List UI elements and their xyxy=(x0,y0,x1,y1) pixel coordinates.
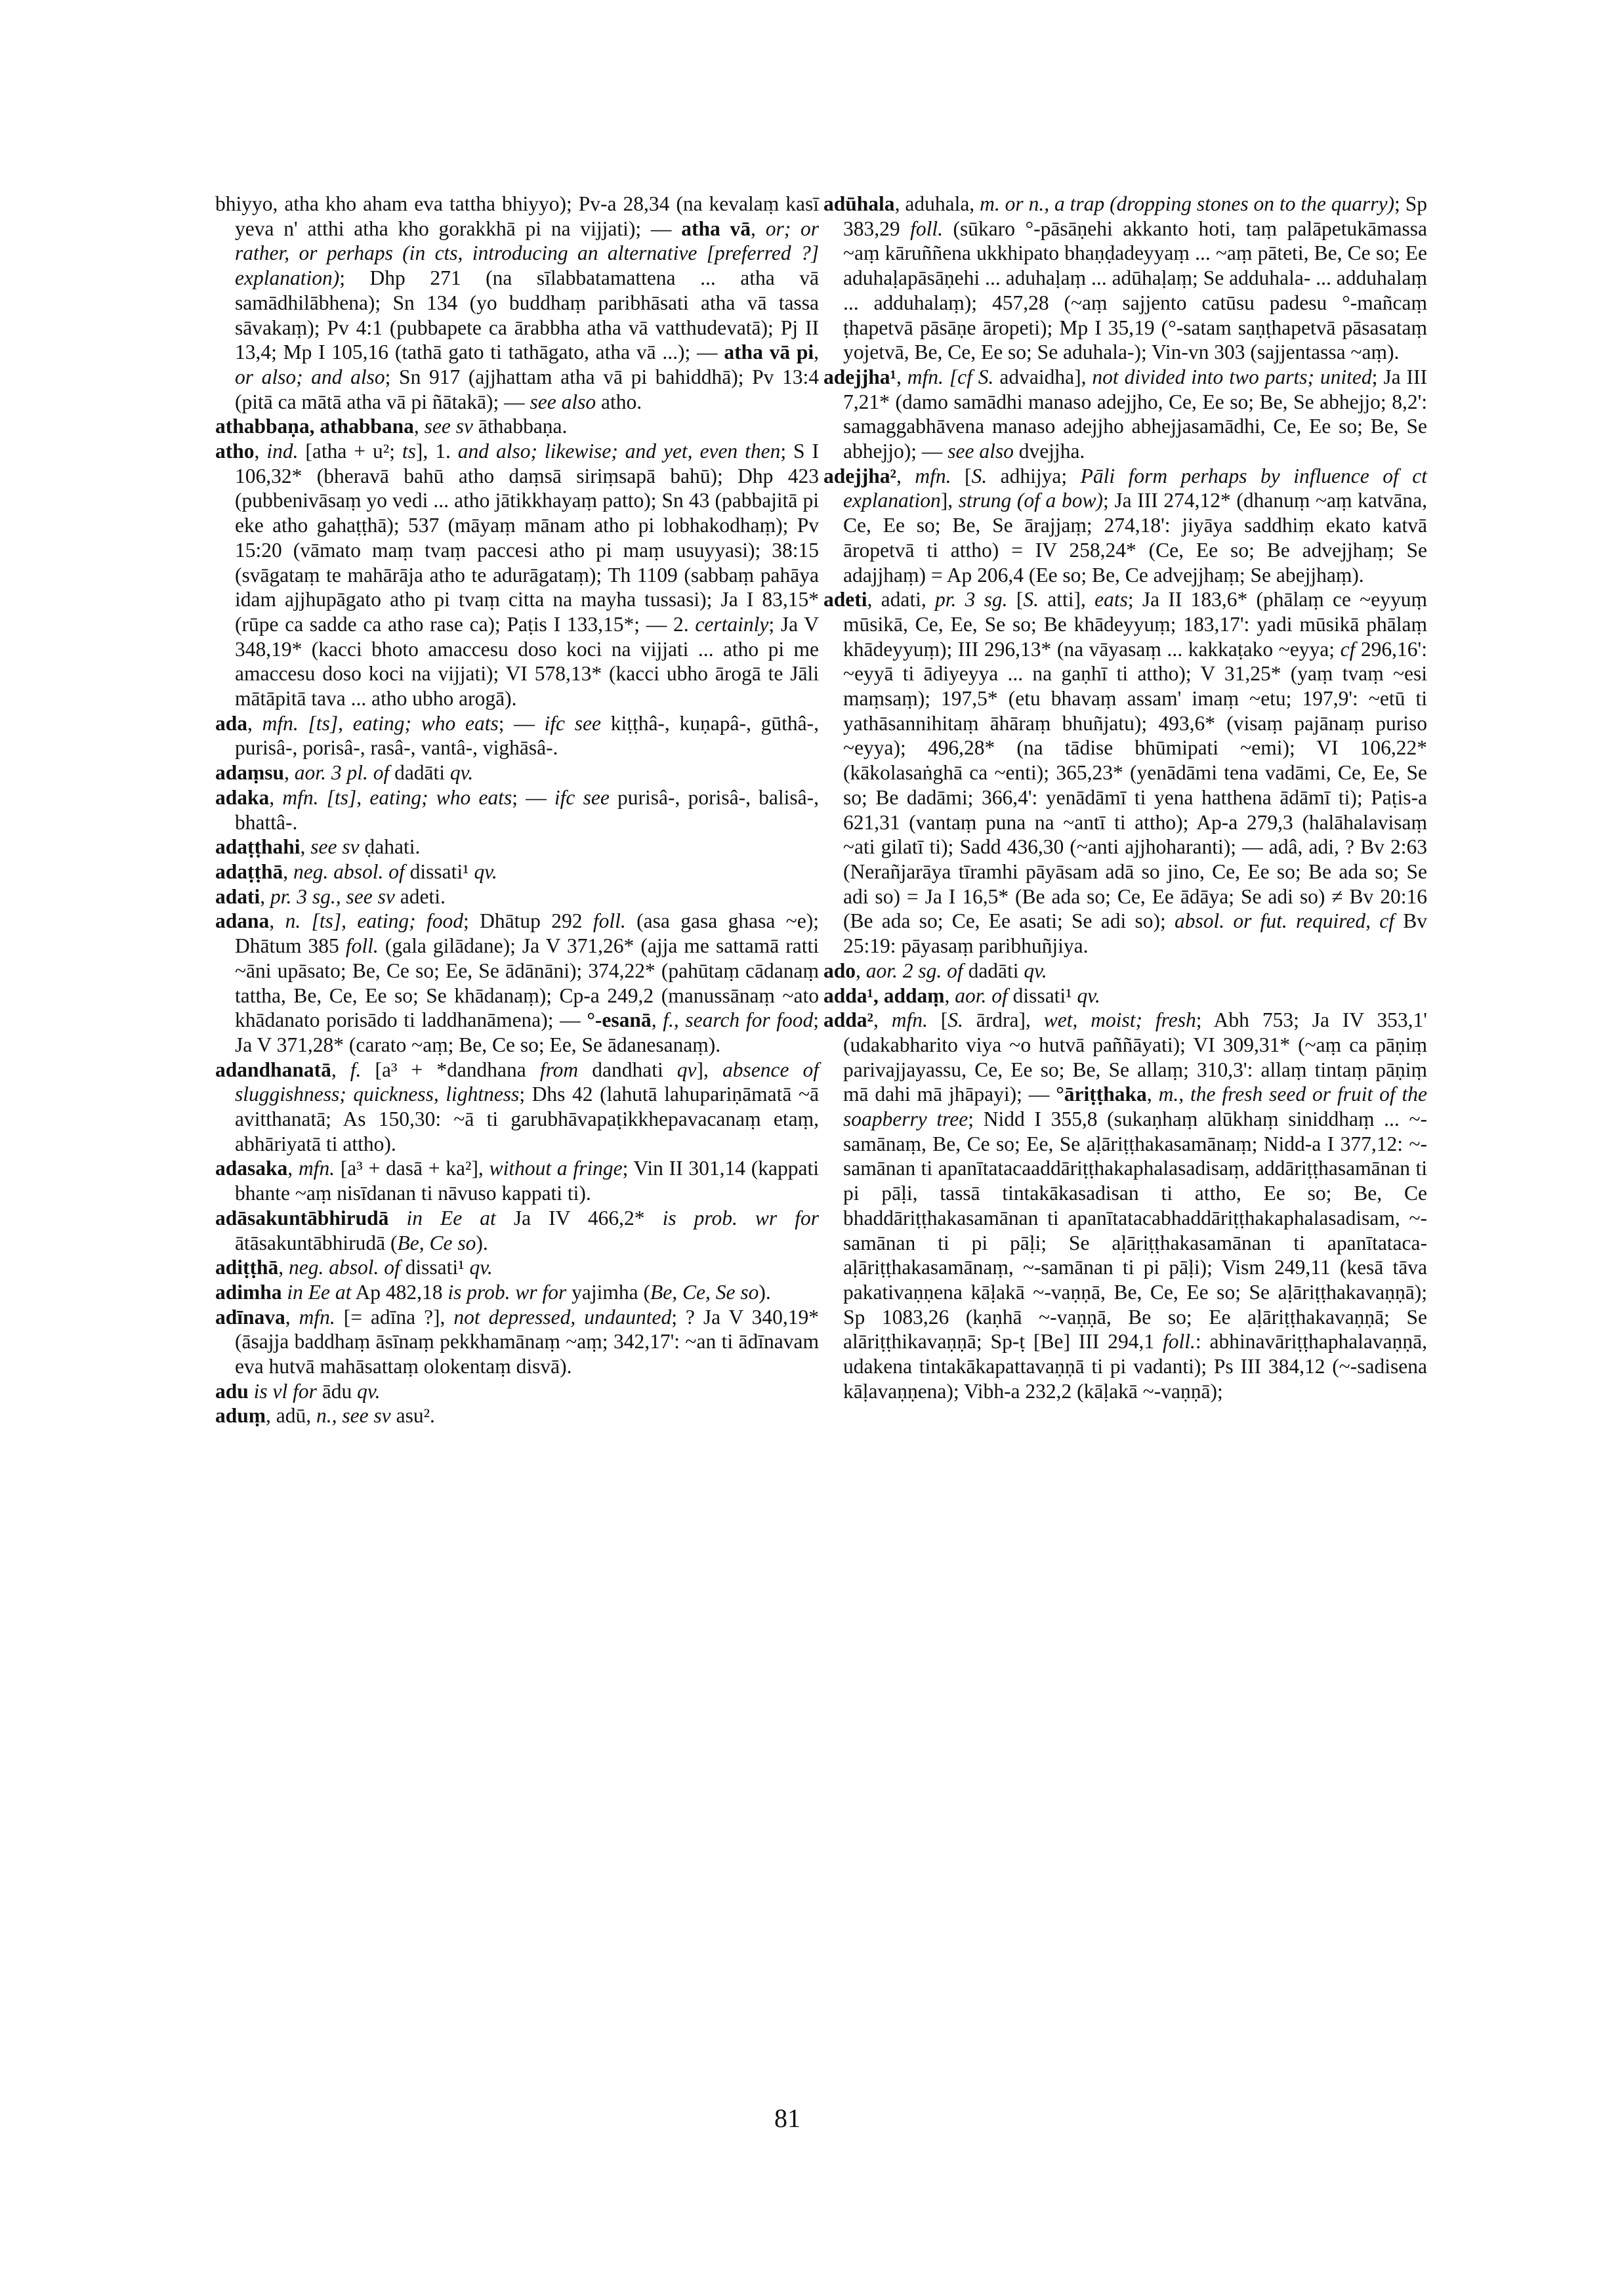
gloss-text: ifc see xyxy=(544,711,601,735)
headword: adaka xyxy=(215,785,270,809)
entry-text: , xyxy=(814,341,820,364)
gloss-text: in Ee at xyxy=(287,1280,352,1304)
dictionary-entry xyxy=(215,439,819,711)
gloss-text: in Ee at xyxy=(406,1206,496,1230)
entry-text: , xyxy=(1146,1083,1159,1106)
gloss-text: without a fringe xyxy=(489,1157,623,1180)
headword: aduṃ xyxy=(215,1404,266,1428)
entry-text: (sūkaro °-pāsāṇehi akkanto hoti, taṃ palāpetukāmassa ~aṃ kāruññena ukkhipato bhaṇḍadeyyaṃ ... ~aṃ pāteti, Be, Ce so; Ee aduhaḷapāsāṇehi ... aduhaḷaṃ ... adūhaḷaṃ; Se adduhala- ... adduhalaṃ ... adduhalaṃ); 457,28 (~aṃ sajjento catūsu padesu °-mañcaṃ ṭhapetvā pāsāṇe āropeti); Mp I 35,19 (°-satam saṇṭhapetvā pāsasataṃ yojetvā, Be, Ce, Ee so; Se aduhala-); Vin-vn 303 (sajjentassa ~aṃ). xyxy=(843,217,1427,364)
entry-text: dissati¹ xyxy=(400,1256,470,1279)
entry-text: ; Ja II 183,6* (phālaṃ ce ~eyyuṃ mūsikā, Ce, Ee, Se so; Be khādeyyuṃ; 183,17': yadi mūsikā phālaṃ khādeyyuṃ); III 296,13* (na vāyasaṃ ... kakkaṭako ~eyya; xyxy=(843,588,1427,661)
gloss-text: is prob. wr for xyxy=(448,1280,567,1304)
gloss-text: Be, Ce, Se so xyxy=(650,1280,759,1304)
entry-text: advaidha], xyxy=(993,365,1093,388)
entry-text: yajimha ( xyxy=(566,1280,651,1304)
headword: ado xyxy=(823,959,856,982)
headword: adaṃsu xyxy=(215,761,285,785)
headword: adiṭṭhā xyxy=(215,1256,279,1279)
entry-text: ḍahati. xyxy=(359,835,421,859)
entry-text: dadāti xyxy=(963,959,1024,982)
entry-text: ; Ja V 348,19* (kacci bhoto amaccesu doso koci na vijjati ... atho pi me amaccesu doso koci na vijjati); VI 578,13* (kacci ubho ārogā te Jāli mātāpitā tava ... atho ubho arogā). xyxy=(235,612,819,711)
headword: adejjha² xyxy=(823,464,896,487)
gloss-text: mfn. [ts], eating; who eats xyxy=(262,711,499,735)
dictionary-entry xyxy=(215,884,819,909)
headword: adasaka xyxy=(215,1157,288,1180)
gloss-text: Be, Ce so xyxy=(397,1231,476,1254)
gloss-text: mfn. xyxy=(915,464,951,487)
gloss-text: aor. of xyxy=(955,983,1008,1007)
gloss-text: and also; likewise; and yet, even then xyxy=(457,440,781,463)
entry-text: , adati, xyxy=(867,588,935,611)
entry-text: ; Dhātup 292 xyxy=(463,909,593,933)
gloss-text: qv. xyxy=(474,859,497,883)
entry-text: ; Ja III 274,12* (dhanuṃ ~aṃ katvāna, Ce, Ee so; Be, Se ārajjaṃ; 274,18': jiyāya saddhiṃ ekato katvā āropetvā ti attho) = IV 258,24* (Ce, Ee so; Be advejjhaṃ; Se adajjhaṃ) = Ap 206,4 (Ee so; Be, Ce advejjhaṃ; Se abejjhaṃ). xyxy=(843,489,1427,587)
entry-text: , xyxy=(283,859,294,883)
headword: adīnava xyxy=(215,1305,285,1329)
entry-text: ; Dhp 271 (na sīlabbatamattena ... atha vā samādhilābhena); Sn 134 (yo buddhaṃ paribhāsati atha vā tassa sāvakaṃ); Pv 4:1 (pubbapete ca ārabbha atha vā vatthudevatā); Pj II 13,4; Mp I 105,16 (tathā gato ti tathāgato, atha vā ...); — xyxy=(235,266,819,364)
gloss-text: foll. xyxy=(910,217,944,240)
headword: adejjha¹ xyxy=(823,365,896,388)
entry-text: , xyxy=(873,1008,892,1032)
headword: atha vā xyxy=(681,217,751,240)
headword: °-esanā xyxy=(587,1008,652,1032)
left-column xyxy=(215,192,819,1428)
gloss-text: see sv xyxy=(424,415,473,438)
entry-text: , xyxy=(944,983,955,1007)
entry-text: adhijya; xyxy=(987,464,1081,487)
dictionary-entry xyxy=(215,1156,819,1205)
dictionary-entry xyxy=(215,1206,819,1255)
gloss-text: n. [ts], eating; food xyxy=(285,909,463,933)
dictionary-entry xyxy=(215,1255,819,1280)
entry-text: , xyxy=(651,1008,663,1032)
entry-text: , xyxy=(285,1305,299,1329)
headword: adati xyxy=(215,884,260,908)
entry-text: dissati¹ xyxy=(404,859,474,883)
entry-text: , xyxy=(300,835,311,859)
gloss-text: pr. 3 sg. xyxy=(935,588,1008,611)
entry-text: atho. xyxy=(596,390,642,413)
dictionary-entry xyxy=(823,192,1427,365)
gloss-text: absence of sluggishness; quickness, lightness xyxy=(235,1058,819,1106)
gloss-text: foll. xyxy=(345,934,379,958)
entry-text: ], 1. xyxy=(415,440,458,463)
entry-text: [ xyxy=(1007,588,1024,611)
entry-text: ; S I 106,32* (bheravā bahū atho daṃsā siriṃsapā bahū); Dhp 423 (pubbenivāsaṃ yo vedi ... atho jātikkhayaṃ patto); Sn 43 (pabbajitā pi eke atho gahaṭṭhā); 537 (māyaṃ mānam atho pi lobhakodhaṃ); Pv 15:20 (vāmato maṃ tvaṃ paccesi atho pi maṃ usuyyasi); 38:15 (svāgataṃ te mahārāja atho te adurāgataṃ); Th 1109 (sabbaṃ pahāya idam ajjhupāgato atho pi tvaṃ citta na mayha tussasi); Ja I 83,15* (rūpe ca sadde ca atho rase ca); Paṭis I 133,15*; — 2. xyxy=(235,440,819,636)
entry-text: [= adīna ?], xyxy=(335,1305,454,1329)
entry-text: bhiyyo, atha kho aham eva tattha bhiyyo); Pv-a 28,34 (na kevalaṃ kasī yeva n' atthi atha kho gorakkhā pi na vijjati); — xyxy=(215,192,819,240)
gloss-text: is vl for xyxy=(253,1379,317,1403)
gloss-text: or; or rather, or perhaps (in cts, introducing an alternative [preferred ?] explanation) xyxy=(235,217,819,290)
dictionary-entry xyxy=(215,1403,819,1428)
entry-text: kiṭṭhâ-, kuṇapâ-, gūthâ-, purisâ-, porisâ-, rasâ-, vantâ-, vighāsâ-. xyxy=(235,711,819,760)
gloss-text: not depressed, undaunted xyxy=(453,1305,672,1329)
gloss-text: mfn. [ts], eating; who eats xyxy=(282,785,512,809)
entry-text xyxy=(249,1380,254,1403)
dictionary-entry xyxy=(215,711,819,760)
right-column xyxy=(823,192,1427,1403)
headword: adeti xyxy=(823,588,867,611)
dictionary-entry xyxy=(823,1008,1427,1403)
entry-text: [ xyxy=(927,1008,948,1032)
gloss-text: qv. xyxy=(357,1379,381,1403)
headword: atho xyxy=(215,440,255,463)
gloss-text: S. xyxy=(947,1008,963,1032)
entry-text: ; Ja III 7,21* (damo samādhi manaso adejjho, Ce, Ee so; Be, Se abhejjo; 8,2': samaggabhāvena manaso adejjho abhejjasamādhi, Ce, Ee so; Be, Se abhejjo); — xyxy=(843,365,1428,463)
gloss-text: qv. xyxy=(1024,959,1047,982)
entry-text: , aduhala, xyxy=(894,192,980,215)
entry-text: , xyxy=(269,785,283,809)
entry-text: ārdra], xyxy=(963,1008,1044,1032)
dictionary-entry xyxy=(215,859,819,884)
headword: °āriṭṭhaka xyxy=(1056,1083,1147,1106)
entry-text: , xyxy=(247,711,262,735)
headword: adāsakuntābhirudā xyxy=(215,1206,389,1230)
entry-text: ; Sp 383,29 xyxy=(843,192,1427,240)
entry-text: , adū, xyxy=(266,1404,317,1428)
entry-text xyxy=(388,1207,406,1230)
gloss-text: is prob. wr for xyxy=(662,1206,819,1230)
gloss-text: wet, moist; fresh xyxy=(1043,1008,1196,1032)
dictionary-entry xyxy=(215,835,819,859)
gloss-text: S. xyxy=(971,464,988,487)
dictionary-entry xyxy=(215,1280,819,1305)
gloss-text: neg. absol. of xyxy=(289,1256,400,1279)
entry-text: ], xyxy=(940,489,959,512)
entry-text: ). xyxy=(476,1231,488,1254)
gloss-text: mfn. xyxy=(298,1157,335,1180)
entry-text: , xyxy=(269,909,285,933)
gloss-text: certainly xyxy=(695,612,769,636)
gloss-text: Pāli form perhaps by influence of ct explanation xyxy=(843,464,1427,512)
entry-text: , xyxy=(856,959,866,982)
entry-text: [ xyxy=(951,464,972,487)
entry-text: ; — xyxy=(498,711,545,735)
gloss-text: ind. xyxy=(266,440,299,463)
entry-text: ; Abh 753; Ja IV 353,1' (udakabharito viya ~o hutvā paññāyati); VI 309,31* (~aṃ ca pāṇiṃ parivajjayassu, Ce, Ee so; Be, Se allaṃ; 310,3': allaṃ tintaṃ pāṇiṃ mā dahi mā jhāpayi); — xyxy=(843,1008,1427,1106)
entry-text: ; Ja V 371,28* (carato ~aṃ; Be, Ce so; Ee, Se ādanesanaṃ). xyxy=(235,1008,820,1056)
entry-text: asu². xyxy=(390,1404,435,1428)
entry-text: , xyxy=(260,884,271,908)
headword: adaṭṭhahi xyxy=(215,835,301,859)
entry-text: ātāsakuntābhirudā ( xyxy=(235,1231,398,1254)
gloss-text: qv. xyxy=(449,761,474,785)
gloss-text: ts xyxy=(402,440,416,463)
gloss-text: cf xyxy=(1340,637,1356,661)
dictionary-entry xyxy=(215,1379,819,1404)
headword: adda¹, addaṃ xyxy=(823,983,945,1007)
gloss-text: mfn. xyxy=(891,1008,928,1032)
entry-text: , xyxy=(896,464,915,487)
entry-text: āthabbaṇa. xyxy=(472,415,568,438)
entry-text: , xyxy=(254,440,267,463)
gloss-text: eats xyxy=(1094,588,1128,611)
dictionary-entry xyxy=(823,959,1427,983)
headword: athabbaṇa, athabbana xyxy=(215,415,414,438)
entry-text: dandhati xyxy=(578,1058,677,1081)
entry-text: (gala gilādane); Ja V 371,26* (ajja me sattamā ratti ~āni upāsato; Be, Ce so; Ee, Se ādānāni); 374,22* (pahūtaṃ cādanaṃ tattha, Be, Ce, Ee so; Se khādanaṃ); Cp-a 249,2 (manussānaṃ ~ato khādanato porisādo ti laddhanāmena); — xyxy=(235,934,820,1032)
entry-text: atti], xyxy=(1038,588,1095,611)
entry-text: Bv 25:19: pāyasaṃ paribhuñjiya. xyxy=(843,909,1427,958)
entry-text: adeti. xyxy=(394,884,446,908)
gloss-text: mfn. [cf S. xyxy=(907,365,994,388)
entry-text: , xyxy=(413,415,425,438)
gloss-text: see sv xyxy=(310,835,360,859)
gloss-text: or also; and also xyxy=(235,365,385,388)
entry-text: , xyxy=(287,1157,299,1180)
entry-text: dvejjha. xyxy=(1013,440,1085,463)
entry-text: (asa gasa ghasa ~e); Dhātum 385 xyxy=(235,909,819,958)
entry-text: 296,16': ~eyyā ti ādiyeyya ... na gaṇhī ti attho); V 31,25* (yaṃ tvaṃ ~esi maṃsaṃ); 197,5* (etu bhavaṃ assam' imaṃ ~etu; 197,9': ~etū ti yathāsannihitaṃ āhāraṃ bhuñjatu); 493,6* (visaṃ pajānaṃ puriso ~eyya); 496,28* (na tādise bhūmipati ~emi); VI 106,22* (kākolasaṅghā ca ~enti); 365,23* (yenādāmi tena vadāmi, Ce, Ee, Se so; Be dadāmi; 366,4': yenādāmī ti yena hatthena ādāmī ti); Paṭis-a 621,31 (vantaṃ puna na ~antī ti attho); Ap-a 279,3 (halāhalavisaṃ ~ati gilatī ti); Sadd 436,30 (~anti ajjhoharanti); — adâ, adi, ? Bv 2:63 (Nerañjarāya tīramhi pāyāsam adā so jino, Ce, Ee so; Be ada so; Se adi so) = Ja I 16,5* (Be ada so; Ce, Ee ādāya; Se adi so) ≠ Bv 20:16 (Be ada so; Ce, Ee asati; Se adi so); xyxy=(843,637,1427,933)
entry-text: purisâ-, porisâ-, balisâ-, bhattâ-. xyxy=(235,785,819,834)
entry-text: ; Sn 917 (ajjhattam atha vā pi bahiddhā); Pv 13:4 (pitā ca mātā atha vā pi ñātakā); — xyxy=(235,365,819,413)
entry-text: , xyxy=(331,1058,350,1081)
gloss-text: qv. xyxy=(1077,983,1100,1007)
entry-text: ], xyxy=(696,1058,722,1081)
headword: adandhanatā xyxy=(215,1058,331,1081)
headword: adimha xyxy=(215,1280,282,1304)
gloss-text: n., see sv xyxy=(316,1404,391,1428)
entry-text: , xyxy=(751,217,766,240)
dictionary-entry xyxy=(215,760,819,785)
headword: adūhala xyxy=(823,192,895,215)
page-number: 81 xyxy=(774,2103,801,2133)
entry-text: : abhinavāriṭṭhaphalavaṇṇā, udakena tintakākapattavaṇṇā ti pi vadanti); Ps III 384,12 (~-sadisena kāḷavaṇṇena); Vibh-a 232,2 (kāḷakā ~-vaṇṇā); xyxy=(843,1330,1427,1403)
gloss-text: not divided into two parts; united xyxy=(1092,365,1372,388)
entry-text: , xyxy=(278,1256,289,1279)
entry-text: dissati¹ xyxy=(1007,983,1077,1007)
headword: adda² xyxy=(823,1008,873,1032)
entry-text: [atha + u²; xyxy=(298,440,402,463)
gloss-text: neg. absol. of xyxy=(293,859,405,883)
gloss-text: from xyxy=(539,1058,579,1081)
gloss-text: f., search for food xyxy=(663,1008,814,1032)
entry-text: ; Nidd I 355,8 (sukaṇhaṃ alūkhaṃ siniddhaṃ ... ~-samānaṃ, Be, Ce so; Ee, Se aḷāriṭṭhakasamānaṃ; Nidd-a I 377,12: ~-samānan ti apanītatacaaddāriṭṭhakaphalasadisaṃ, addāriṭṭhasamānan ti pi pāḷi, tassā tintakākasadisan ti attho, Ee so; Be, Ce bhaddāriṭṭhakasamānan ti apanītatacabhaddāriṭṭhakaphalasadisam, ~-samānan ti pi pāḷi; Se aḷāriṭṭhakasamānan ti apanītataca-aḷāriṭṭhakasamānaṃ, ~-samānan ti pi pāḷi); Vism 249,11 (kesā tāva pakativaṇṇena kāḷakā ~-vaṇṇā, Be, Ce, Ee so; Se aḷāriṭṭhakavaṇṇā); Sp 1083,26 (kaṇhā ~-vaṇṇā, Be so; Ee aḷāriṭṭhakavaṇṇā; Se alāriṭṭhikavaṇṇā; Sp-ṭ [Be] III 294,1 xyxy=(843,1107,1428,1354)
entry-text: dadāti xyxy=(389,761,450,785)
entry-text: ; Dhs 42 (lahutā lahupariṇāmatā ~ā avitthanatā; As 150,30: ~ā ti garubhāvapaṭikkhepavacanaṃ etaṃ, abhāriyatā ti attho). xyxy=(235,1083,820,1155)
entry-text: ādu xyxy=(316,1379,358,1403)
gloss-text: strung (of a bow) xyxy=(958,489,1103,512)
gloss-text: qv. xyxy=(469,1256,493,1279)
dictionary-entry xyxy=(215,785,819,835)
gloss-text: absol. or fut. required, cf xyxy=(1174,909,1394,933)
gloss-text: mfn. xyxy=(299,1305,335,1329)
headword: ada xyxy=(215,711,248,735)
dictionary-entry xyxy=(823,464,1427,588)
dictionary-entry xyxy=(215,1058,819,1157)
entry-text: ; Vin II 301,14 (kappati bhante ~aṃ nisīdanan ti nāvuso kappati ti). xyxy=(235,1157,819,1205)
entry-text: [a³ + dasā + ka²], xyxy=(335,1157,489,1180)
gloss-text: m., the fresh seed or fruit of the soapberry tree xyxy=(843,1083,1428,1131)
gloss-text: aor. 3 pl. of xyxy=(294,761,390,785)
entry-text: [a³ + *dandhana xyxy=(361,1058,540,1081)
entry-text: ; — xyxy=(512,785,554,809)
dictionary-entry xyxy=(215,1305,819,1379)
gloss-text: foll. xyxy=(1162,1330,1196,1354)
entry-text: ). xyxy=(759,1280,771,1304)
dictionary-entry xyxy=(215,414,819,439)
dictionary-entry xyxy=(215,909,819,1057)
gloss-text: S. xyxy=(1023,588,1039,611)
gloss-text: aor. 2 sg. of xyxy=(865,959,963,982)
gloss-text: see also xyxy=(947,440,1014,463)
headword: atha vā pi xyxy=(724,341,814,364)
dictionary-entry xyxy=(215,192,819,414)
headword: adaṭṭhā xyxy=(215,859,283,883)
dictionary-entry xyxy=(823,587,1427,959)
gloss-text: qv xyxy=(677,1058,697,1081)
gloss-text: see also xyxy=(530,390,596,413)
entry-text: Ap 482,18 xyxy=(351,1280,448,1304)
headword: adu xyxy=(215,1379,249,1403)
gloss-text: foll. xyxy=(593,909,626,933)
gloss-text: m. or n., a trap (dropping stones on to the quarry) xyxy=(980,192,1395,215)
gloss-text: pr. 3 sg., see sv xyxy=(270,884,395,908)
entry-text: ; ? Ja V 340,19* (āsajja baddhaṃ āsīnaṃ pekkhamānaṃ ~aṃ; 342,17': ~an ti ādīnavam eva hutvā mahāsattaṃ olokentaṃ disvā). xyxy=(235,1305,819,1378)
entry-text: Ja IV 466,2* xyxy=(495,1206,663,1230)
headword: adana xyxy=(215,909,270,933)
dictionary-entry xyxy=(823,365,1427,464)
dictionary-entry xyxy=(823,983,1427,1008)
gloss-text: f. xyxy=(350,1058,362,1081)
gloss-text: ifc see xyxy=(554,785,610,809)
entry-text: , xyxy=(284,761,295,785)
entry-text: , xyxy=(896,365,907,388)
